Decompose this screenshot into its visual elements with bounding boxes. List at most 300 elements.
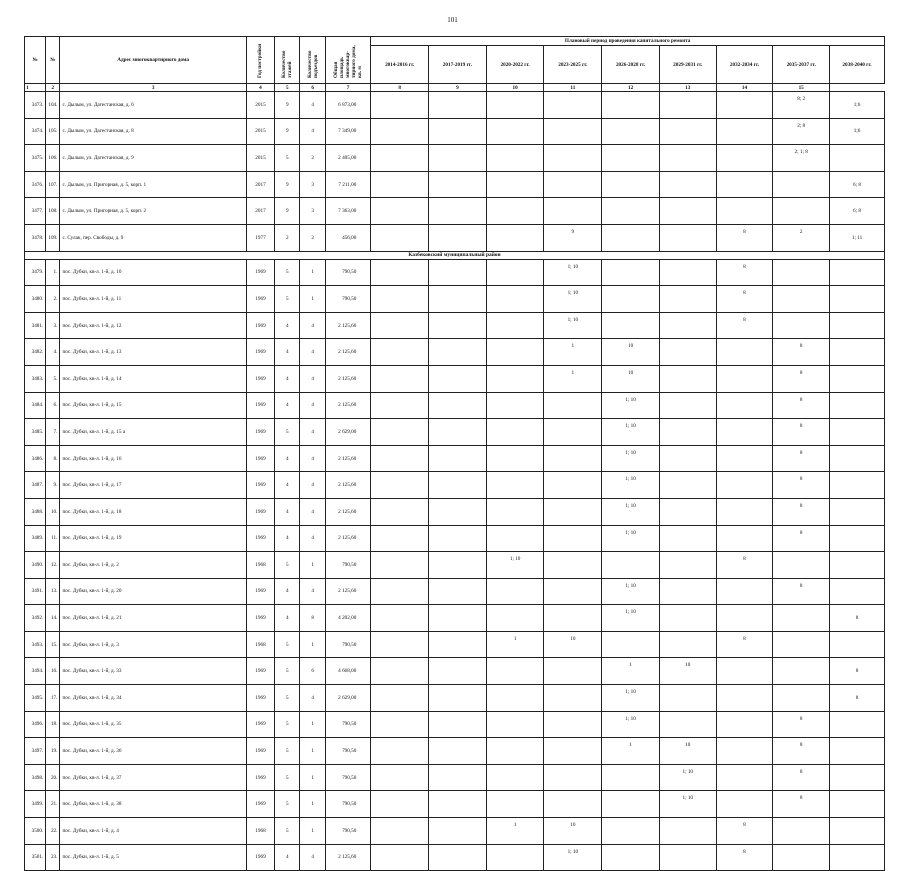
page-number: 101 (447, 16, 458, 24)
row-period-cell (371, 711, 429, 738)
row-address: с. Дылым, ул. Пригорная, д. 5, корп. 1 (60, 171, 246, 198)
row-period-cell (716, 764, 773, 791)
row-period-cell (544, 171, 602, 198)
row-period-cell (716, 525, 773, 552)
row-period-cell: 8 (773, 365, 830, 392)
row-period-cell (429, 498, 487, 525)
row-period-cell (773, 818, 830, 845)
row-entrances: 4 (300, 365, 325, 392)
row-period-cell (830, 764, 885, 791)
table-row (25, 145, 885, 172)
row-period-cell (429, 286, 487, 313)
row-year: 1969 (246, 525, 274, 552)
row-address: пос. Дубки, кв-л. 1-й, д. 18 (60, 498, 246, 525)
row-number: 3475. (25, 145, 46, 172)
row-number: 3499. (25, 791, 46, 818)
row-period-cell (544, 764, 602, 791)
row-area: 2 125,60 (325, 339, 371, 366)
row-area: 2 125,60 (325, 578, 371, 605)
row-number: 3492. (25, 605, 46, 632)
row-index: 2. (46, 286, 60, 313)
row-period-cell (716, 498, 773, 525)
header-period: 2038-2040 гг. (830, 46, 885, 84)
row-address: пос. Дубки, кв-л. 1-й, д. 36 (60, 738, 246, 765)
row-index: 10. (46, 498, 60, 525)
row-period-cell: 8 (716, 224, 773, 251)
table-row (25, 498, 885, 525)
row-period-cell (830, 472, 885, 499)
table-row (25, 392, 885, 419)
row-address: пос. Дубки, кв-л. 1-й, д. 33 (60, 658, 246, 685)
row-floors: 9 (275, 92, 300, 119)
table-row (25, 658, 885, 685)
row-year: 1969 (246, 472, 274, 499)
row-number: 3491. (25, 578, 46, 605)
row-number: 3486. (25, 445, 46, 472)
row-entrances: 4 (300, 844, 325, 871)
row-period-cell (659, 419, 716, 446)
section-row (25, 251, 885, 259)
row-number: 3490. (25, 552, 46, 579)
row-index: 105. (46, 118, 60, 145)
row-number: 3481. (25, 312, 46, 339)
row-address: пос. Дубки, кв-л. 1-й, д. 17 (60, 472, 246, 499)
row-period-cell (486, 685, 544, 712)
row-number: 3497. (25, 738, 46, 765)
row-period-cell: 1 (544, 365, 602, 392)
row-period-cell: 1 (602, 658, 660, 685)
row-entrances: 1 (300, 818, 325, 845)
row-floors: 9 (275, 198, 300, 225)
row-address: пос. Дубки, кв-л. 1-й, д. 15 (60, 392, 246, 419)
row-period-cell (716, 365, 773, 392)
column-number: 12 (602, 84, 660, 92)
column-number: 13 (659, 84, 716, 92)
row-period-cell: 8 (773, 711, 830, 738)
row-period-cell: 1; 10 (602, 472, 660, 499)
row-area: 790,50 (325, 286, 371, 313)
row-entrances: 4 (300, 525, 325, 552)
table-row (25, 445, 885, 472)
row-period-cell (830, 365, 885, 392)
row-area: 790,50 (325, 552, 371, 579)
row-period-cell: 8 (830, 658, 885, 685)
row-floors: 5 (275, 711, 300, 738)
row-period-cell (429, 631, 487, 658)
table-row (25, 631, 885, 658)
row-period-cell (602, 198, 660, 225)
row-index: 107. (46, 171, 60, 198)
row-period-cell: 8 (716, 844, 773, 871)
row-area: 4 668,00 (325, 658, 371, 685)
row-address: пос. Дубки, кв-л. 1-й, д. 2 (60, 552, 246, 579)
row-period-cell (544, 525, 602, 552)
row-period-cell: 8 (716, 552, 773, 579)
row-period-cell (544, 711, 602, 738)
row-index: 3. (46, 312, 60, 339)
row-period-cell (830, 631, 885, 658)
row-period-cell (486, 118, 544, 145)
row-period-cell (716, 605, 773, 632)
row-number: 3494. (25, 658, 46, 685)
column-number: 11 (544, 84, 602, 92)
row-floors: 4 (275, 365, 300, 392)
row-entrances: 4 (300, 445, 325, 472)
row-period-cell (773, 552, 830, 579)
row-period-cell (659, 92, 716, 119)
row-period-cell (716, 791, 773, 818)
table-row (25, 525, 885, 552)
row-index: 19. (46, 738, 60, 765)
header-floors: Количество этажей (275, 37, 300, 84)
row-period-cell (371, 286, 429, 313)
row-period-cell (830, 145, 885, 172)
row-floors: 5 (275, 631, 300, 658)
row-index: 106. (46, 145, 60, 172)
row-period-cell: 8 (830, 685, 885, 712)
row-period-cell (830, 419, 885, 446)
row-number: 3487. (25, 472, 46, 499)
row-index: 7. (46, 419, 60, 446)
row-period-cell (659, 498, 716, 525)
row-entrances: 1 (300, 791, 325, 818)
row-floors: 5 (275, 685, 300, 712)
row-period-cell: 10 (544, 631, 602, 658)
row-number: 3498. (25, 764, 46, 791)
row-address: с. Дылым, ул. Дагестанская, д. 6 (60, 92, 246, 119)
row-entrances: 1 (300, 259, 325, 286)
row-period-cell (544, 578, 602, 605)
row-period-cell (602, 764, 660, 791)
header-year: Год постройки (246, 37, 274, 84)
row-number: 3477. (25, 198, 46, 225)
row-index: 22. (46, 818, 60, 845)
row-period-cell (544, 92, 602, 119)
row-address: пос. Дубки, кв-л. 1-й, д. 14 (60, 365, 246, 392)
row-index: 104. (46, 92, 60, 119)
row-address: с. Дылым, ул. Дагестанская, д. 8 (60, 118, 246, 145)
row-entrances: 3 (300, 171, 325, 198)
header-entrances: Количество подъездов (300, 37, 325, 84)
row-entrances: 4 (300, 118, 325, 145)
row-period-cell (716, 118, 773, 145)
row-period-cell (659, 339, 716, 366)
row-floors: 4 (275, 339, 300, 366)
row-period-cell (544, 198, 602, 225)
header-period: 2020-2022 гг. (486, 46, 544, 84)
table-row (25, 738, 885, 765)
row-period-cell (773, 286, 830, 313)
row-period-cell (830, 818, 885, 845)
table-row (25, 711, 885, 738)
row-period-cell (371, 791, 429, 818)
row-entrances: 1 (300, 286, 325, 313)
row-year: 1969 (246, 498, 274, 525)
table-row (25, 844, 885, 871)
row-period-cell: 1; 10 (659, 791, 716, 818)
row-address: с. Дылым, ул. Пригорная, д. 5, корп. 2 (60, 198, 246, 225)
row-entrances: 4 (300, 578, 325, 605)
row-index: 11. (46, 525, 60, 552)
row-period-cell: 10 (544, 818, 602, 845)
row-area: 790,50 (325, 791, 371, 818)
row-period-cell (602, 844, 660, 871)
row-period-cell (429, 552, 487, 579)
row-floors: 4 (275, 605, 300, 632)
row-entrances: 1 (300, 738, 325, 765)
table-row (25, 578, 885, 605)
row-period-cell: 8 (773, 498, 830, 525)
row-period-cell (830, 445, 885, 472)
row-entrances: 4 (300, 472, 325, 499)
row-year: 1969 (246, 738, 274, 765)
row-period-cell (773, 259, 830, 286)
row-period-cell: 8 (716, 631, 773, 658)
row-period-cell: 1; 10 (602, 525, 660, 552)
row-number: 3484. (25, 392, 46, 419)
row-period-cell (544, 738, 602, 765)
header-area: Общая площадь многоквар-тирного дома, кв. м (325, 37, 371, 84)
table-row (25, 552, 885, 579)
row-period-cell (659, 711, 716, 738)
row-address: пос. Дубки, кв-л. 1-й, д. 38 (60, 791, 246, 818)
row-period-cell (602, 631, 660, 658)
row-period-cell (716, 392, 773, 419)
row-period-cell (659, 392, 716, 419)
row-number: 3485. (25, 419, 46, 446)
row-year: 1977 (246, 224, 274, 251)
row-period-cell (659, 578, 716, 605)
row-period-cell (486, 498, 544, 525)
row-period-cell (830, 738, 885, 765)
row-year: 1969 (246, 312, 274, 339)
row-period-cell: 8; 2 (773, 92, 830, 119)
row-index: 1. (46, 259, 60, 286)
row-period-cell: 8 (716, 312, 773, 339)
row-period-cell (486, 419, 544, 446)
row-year: 1968 (246, 631, 274, 658)
row-period-cell (486, 312, 544, 339)
row-period-cell (371, 472, 429, 499)
row-period-cell (830, 259, 885, 286)
row-number: 3501. (25, 844, 46, 871)
row-entrances: 1 (300, 552, 325, 579)
header-period: 2026-2028 гг. (602, 46, 660, 84)
row-period-cell: 8 (773, 525, 830, 552)
row-period-cell: 1; 10 (659, 764, 716, 791)
row-period-cell: 10 (659, 658, 716, 685)
row-floors: 4 (275, 392, 300, 419)
row-period-cell (830, 711, 885, 738)
row-period-cell (486, 791, 544, 818)
row-period-cell (659, 685, 716, 712)
row-area: 7 363,00 (325, 198, 371, 225)
column-number: 2 (46, 84, 60, 92)
row-address: пос. Дубки, кв-л. 1-й, д. 10 (60, 259, 246, 286)
row-period-cell (544, 791, 602, 818)
row-period-cell (544, 472, 602, 499)
row-period-cell: 1; 10 (544, 844, 602, 871)
row-period-cell (371, 658, 429, 685)
row-period-cell (830, 578, 885, 605)
row-period-cell: 8 (773, 445, 830, 472)
table-row (25, 365, 885, 392)
row-period-cell (371, 312, 429, 339)
row-number: 3496. (25, 711, 46, 738)
row-address: с. Сулак, пер. Свободы, д. 9 (60, 224, 246, 251)
row-period-cell (371, 738, 429, 765)
row-floors: 4 (275, 498, 300, 525)
header-col-idx: № (46, 37, 60, 84)
row-year: 1969 (246, 339, 274, 366)
row-period-cell (659, 365, 716, 392)
row-period-cell (716, 578, 773, 605)
row-number: 3478. (25, 224, 46, 251)
row-period-cell (830, 498, 885, 525)
row-period-cell (429, 578, 487, 605)
column-number: 15 (773, 84, 830, 92)
row-period-cell: 8 (773, 392, 830, 419)
row-area: 2 125,60 (325, 472, 371, 499)
row-area: 2 125,60 (325, 365, 371, 392)
row-period-cell (371, 844, 429, 871)
row-address: пос. Дубки, кв-л. 1-й, д. 5 (60, 844, 246, 871)
row-period-cell (486, 525, 544, 552)
row-entrances: 2 (300, 224, 325, 251)
row-floors: 4 (275, 312, 300, 339)
row-year: 1969 (246, 286, 274, 313)
row-period-cell: 1 (486, 818, 544, 845)
row-number: 3488. (25, 498, 46, 525)
row-period-cell (659, 525, 716, 552)
row-index: 20. (46, 764, 60, 791)
row-period-cell (830, 392, 885, 419)
row-period-cell (602, 145, 660, 172)
row-index: 21. (46, 791, 60, 818)
row-period-cell (830, 286, 885, 313)
row-period-cell (429, 445, 487, 472)
row-period-cell (659, 472, 716, 499)
row-year: 1969 (246, 711, 274, 738)
header-period: 2023-2025 гг. (544, 46, 602, 84)
row-period-cell (659, 605, 716, 632)
row-floors: 5 (275, 658, 300, 685)
row-period-cell (544, 118, 602, 145)
row-area: 790,50 (325, 259, 371, 286)
row-period-cell (602, 552, 660, 579)
row-index: 8. (46, 445, 60, 472)
row-address: пос. Дубки, кв-л. 1-й, д. 16 (60, 445, 246, 472)
row-period-cell (371, 92, 429, 119)
row-area: 790,50 (325, 711, 371, 738)
row-period-cell (602, 286, 660, 313)
row-period-cell (659, 145, 716, 172)
row-area: 2 125,60 (325, 844, 371, 871)
row-period-cell (486, 198, 544, 225)
row-number: 3500. (25, 818, 46, 845)
row-year: 2015 (246, 145, 274, 172)
row-period-cell (371, 631, 429, 658)
row-index: 18. (46, 711, 60, 738)
row-year: 2017 (246, 198, 274, 225)
row-index: 23. (46, 844, 60, 871)
row-period-cell: 2 (773, 224, 830, 251)
column-number: 3 (60, 84, 246, 92)
row-entrances: 1 (300, 631, 325, 658)
row-period-cell (371, 578, 429, 605)
header-address: Адрес многоквартирного дома (60, 37, 246, 84)
row-period-cell: 10 (659, 738, 716, 765)
row-period-cell (371, 224, 429, 251)
row-floors: 5 (275, 738, 300, 765)
row-period-cell (371, 419, 429, 446)
row-period-cell: 1;6 (830, 92, 885, 119)
row-period-cell (716, 198, 773, 225)
row-period-cell (830, 339, 885, 366)
row-period-cell (429, 145, 487, 172)
table-row (25, 685, 885, 712)
row-period-cell (371, 339, 429, 366)
row-period-cell: 8 (773, 791, 830, 818)
header-col-num: № (25, 37, 46, 84)
row-period-cell (602, 92, 660, 119)
row-period-cell (602, 818, 660, 845)
row-entrances: 6 (300, 658, 325, 685)
row-floors: 4 (275, 472, 300, 499)
row-period-cell (486, 171, 544, 198)
row-entrances: 4 (300, 685, 325, 712)
row-period-cell (716, 738, 773, 765)
row-index: 12. (46, 552, 60, 579)
row-period-cell: 1; 10 (602, 578, 660, 605)
row-entrances: 4 (300, 92, 325, 119)
row-year: 1969 (246, 419, 274, 446)
row-entrances: 1 (300, 764, 325, 791)
row-period-cell (429, 312, 487, 339)
row-index: 109. (46, 224, 60, 251)
row-year: 1969 (246, 844, 274, 871)
row-period-cell (429, 392, 487, 419)
row-period-cell (716, 711, 773, 738)
row-period-cell (486, 472, 544, 499)
column-number: 5 (275, 84, 300, 92)
row-period-cell (429, 764, 487, 791)
row-period-cell (716, 419, 773, 446)
table-row (25, 224, 885, 251)
row-year: 1969 (246, 392, 274, 419)
row-address: пос. Дубки, кв-л. 1-й, д. 21 (60, 605, 246, 632)
row-index: 4. (46, 339, 60, 366)
row-period-cell (429, 711, 487, 738)
row-number: 3483. (25, 365, 46, 392)
row-index: 17. (46, 685, 60, 712)
row-entrances: 4 (300, 419, 325, 446)
header-period: 2032-2034 гг. (716, 46, 773, 84)
row-address: пос. Дубки, кв-л. 1-й, д. 37 (60, 764, 246, 791)
row-year: 1969 (246, 764, 274, 791)
table-row (25, 118, 885, 145)
row-period-cell (544, 605, 602, 632)
row-period-cell (429, 685, 487, 712)
row-period-cell: 1; 10 (602, 711, 660, 738)
row-period-cell (830, 312, 885, 339)
header-period: 2035-2037 гг. (773, 46, 830, 84)
row-year: 2015 (246, 118, 274, 145)
row-period-cell (716, 445, 773, 472)
column-number: 8 (371, 84, 429, 92)
row-number: 3482. (25, 339, 46, 366)
row-period-cell: 8 (773, 764, 830, 791)
